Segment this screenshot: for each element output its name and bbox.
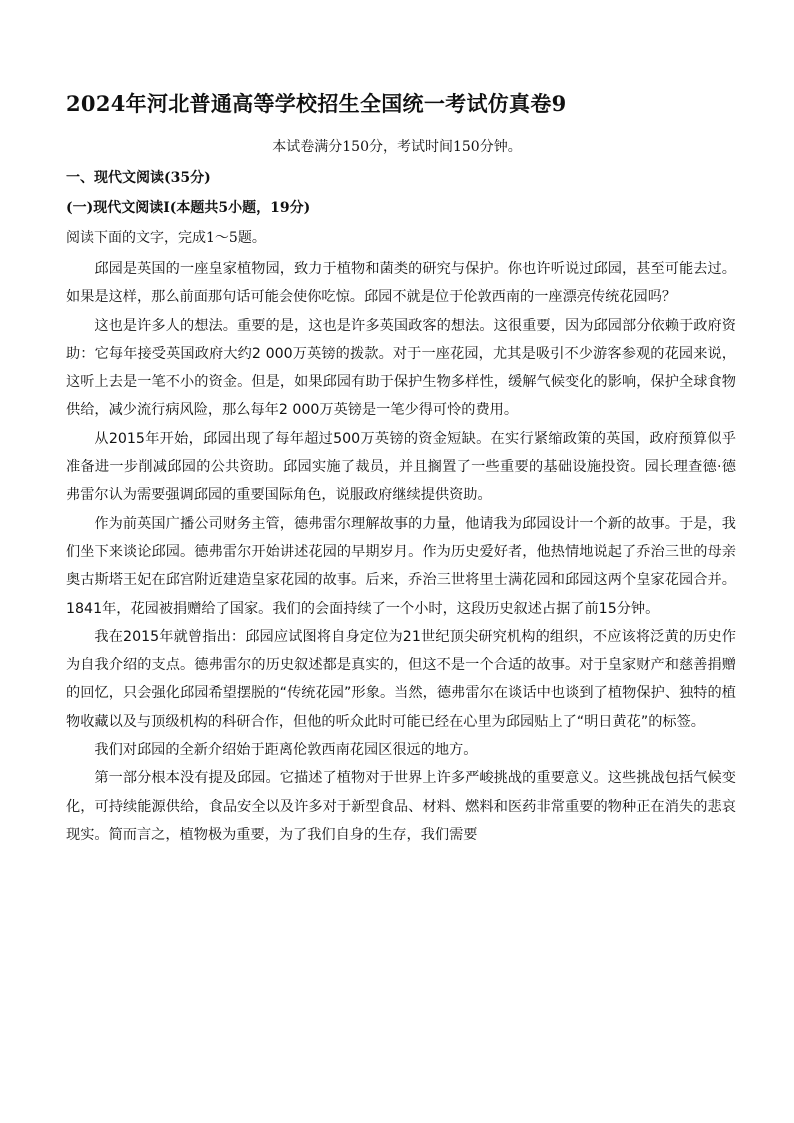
page-title: 2024年河北普通高等学校招生全国统一考试仿真卷9 — [66, 91, 567, 116]
passage-paragraph: 第一部分根本没有提及邱园。它描述了植物对于世界上许多严峻挑战的重要意义。这些挑战包括气候变化，可持续能源供给，食品安全以及许多对于新型食品、材料、燃料和医药非常重要的物种正在消失的悲哀现实。简而言之，植物极为重要，为了我们自身的生存，我们需要 — [66, 770, 736, 843]
passage-body — [66, 255, 736, 849]
passage-paragraph: 这也是许多人的想法。重要的是，这也是许多英国政客的想法。这很重要，因为邱园部分依赖于政府资助：它每年接受英国政府大约2 000万英镑的拨款。对于一座花园，尤其是吸引不少游客参观的花园来说，这听上去是一笔不小的资金。但是，如果邱园有助于保护生物多样性，缓解气候变化的影响，保护全球食物供给，减少流行病风险，那么每年2 000万英镑是一笔少得可怜的费用。 — [66, 317, 736, 419]
passage-paragraph: 从2015年开始，邱园出现了每年超过500万英镑的资金短缺。在实行紧缩政策的英国，政府预算似乎准备进一步削减邱园的公共资助。邱园实施了裁员，并且搁置了一些重要的基础设施投资。园长理查德·德弗雷尔认为需要强调邱园的重要国际角色，说服政府继续提供资助。 — [66, 430, 736, 504]
reading-instruction: 阅读下面的文字，完成1～5题。 — [66, 230, 266, 246]
passage-paragraph: 邱园是英国的一座皇家植物园，致力于植物和菌类的研究与保护。你也许听说过邱园，甚至可能去过。如果是这样，那么前面那句话可能会使你吃惊。邱园不就是位于伦敦西南的一座漂亮传统花园吗？ — [66, 261, 736, 306]
passage-paragraph: 作为前英国广播公司财务主管，德弗雷尔理解故事的力量，他请我为邱园设计一个新的故事。于是，我们坐下来谈论邱园。德弗雷尔开始讲述花园的早期岁月。作为历史爱好者，他热情地说起了乔治三世的母亲奥古斯塔王妃在邱宫附近建造皇家花园的故事。后来，乔治三世将里士满花园和邱园这两个皇家花园合并。1841年，花园被捐赠给了国家。我们的会面持续了一个小时，这段历史叙述占据了前15分钟。 — [66, 515, 736, 617]
passage-paragraph: 我在2015年就曾指出：邱园应试图将自身定位为21世纪顶尖研究机构的组织，不应该将泛黄的历史作为自我介绍的支点。德弗雷尔的历史叙述都是真实的，但这不是一个合适的故事。对于皇家财产和慈善捐赠的回忆，只会强化邱园希望摆脱的“传统花园”形象。当然，德弗雷尔在谈话中也谈到了植物保护、独特的植物收藏以及与顶级机构的科研合作，但他的听众此时可能已经在心里为邱园贴上了“明日黄花”的标签。 — [66, 628, 736, 730]
exam-note: 本试卷满分150分，考试时间150分钟。 — [272, 139, 522, 155]
section-heading: 一、现代文阅读(35分) — [66, 170, 211, 186]
subsection-heading: (一)现代文阅读Ⅰ(本题共5小题，19分) — [66, 200, 311, 216]
passage-paragraph: 我们对邱园的全新介绍始于距离伦敦西南花园区很远的地方。 — [94, 742, 478, 759]
